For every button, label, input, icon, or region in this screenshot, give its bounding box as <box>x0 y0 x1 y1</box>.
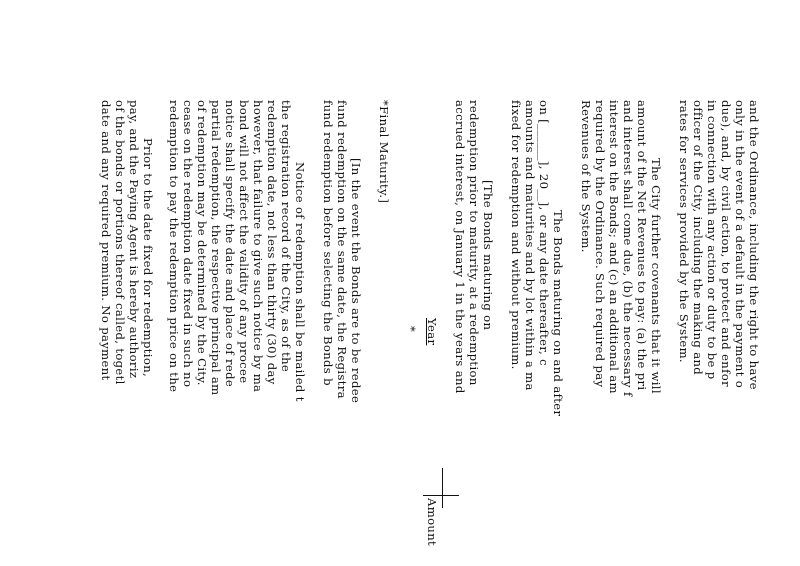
text-line: due), and, by civil action, to protect and enfor <box>719 100 733 387</box>
text-line: in connection with any action or duty to be p <box>705 100 719 380</box>
text-line: The City further covenants that it will <box>649 158 663 394</box>
text-line: Notice of redemption shall be mailed t <box>293 162 307 402</box>
text-line: The Bonds maturing on and after <box>551 210 565 417</box>
text-line: accrued interest, on January 1 in the years and <box>453 100 467 394</box>
text-line: of redemption may be determined by the City. <box>195 100 209 386</box>
text-line: however, that failure to give such notice by ma <box>251 100 265 393</box>
text-line: fund redemption before selecting the Bonds b <box>321 100 335 386</box>
table-header-amount: Amount <box>425 498 439 547</box>
blank-margin-top <box>0 0 800 100</box>
text-line: cease on the redemption date fixed in such no <box>181 100 195 388</box>
text-line: bond will not affect the validity of any procee <box>237 100 251 384</box>
text-line: officer of the City, including the making and <box>691 100 705 376</box>
text-line: date and any required premium. No payment <box>99 100 113 381</box>
text-line: and interest shall come due, (b) the necessary f <box>621 100 635 397</box>
text-line: and the Ordinance, including the right to have <box>747 100 761 390</box>
text-line: partial redemption, the respective principal am <box>209 100 223 396</box>
text-line: amounts and maturities and by lot within a ma <box>523 100 537 391</box>
table-header-year: Year <box>425 318 439 346</box>
text-line: interest on the Bonds; and (c) an additional am <box>607 100 621 394</box>
text-line: Prior to the date fixed for redemption, <box>141 138 155 378</box>
text-line: [In the event the Bonds are to be redee <box>349 158 363 404</box>
text-line: redemption prior to maturity, at a redemption <box>467 100 481 386</box>
text-line: Revenues of the System. <box>579 100 593 253</box>
text-line: rates for services provided by the System. <box>677 100 691 363</box>
text-line: amount of the Net Revenues to pay: (a) the pri <box>635 100 649 391</box>
text-line: on [______], 20__], or any date thereafter, c <box>537 100 551 366</box>
text-line: fixed for redemption and without premium. <box>509 100 523 370</box>
text-line: redemption date, not less than thirty (30) day <box>265 100 279 385</box>
text-line: *Final Maturity.] <box>377 100 391 204</box>
text-line: notice shall specify the date and place of rede <box>223 100 237 388</box>
text-line: required by the Ordinance. Such required pay <box>593 100 607 388</box>
text-line: redemption to pay the redemption price on the <box>167 100 181 393</box>
table-rule <box>442 468 443 508</box>
table-asterisk: * <box>404 326 418 333</box>
text-line: the registration record of the City, as of the <box>279 100 293 373</box>
text-line: [The Bonds maturing on <box>481 180 495 331</box>
text-line: fund redemption on the same date, the Registra <box>335 100 349 399</box>
text-line: pay, and the Paying Agent is hereby authoriz <box>127 100 141 379</box>
text-line: only in the event of a default in the payment o <box>733 100 747 389</box>
text-line: of the bonds or portions thereof called, togetl <box>113 100 127 385</box>
rotated-document-page <box>99 100 761 566</box>
